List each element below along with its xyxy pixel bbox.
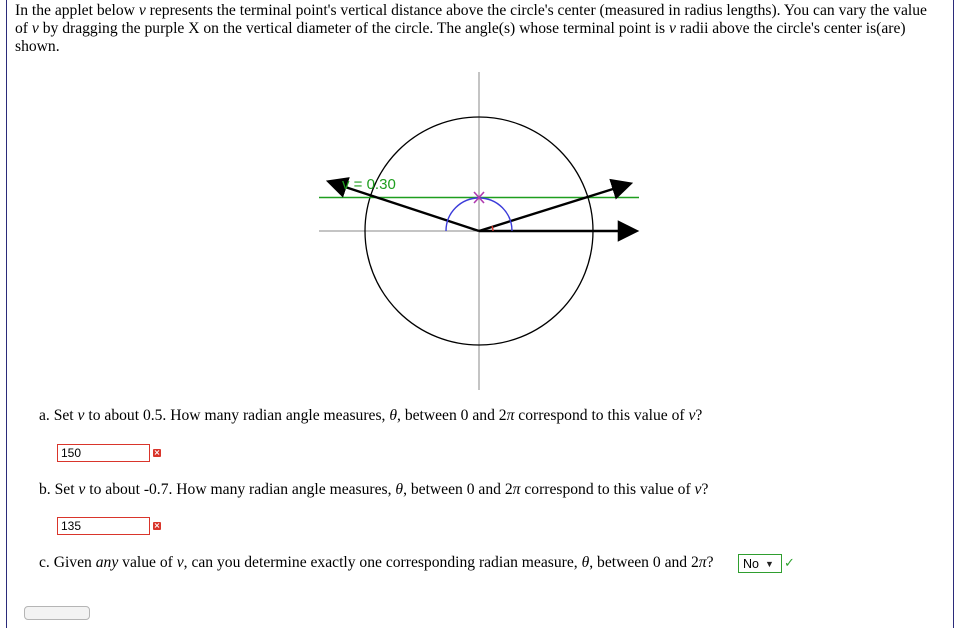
answer-b-input[interactable] [57, 517, 150, 535]
q-text: correspond to this value of [514, 407, 689, 424]
var-v: v [31, 20, 39, 37]
q-text: b. Set [39, 481, 79, 498]
var-v: v [688, 407, 696, 424]
q-text: to about 0.5. How many radian angle measures, [84, 407, 390, 424]
chevron-down-icon: ▼ [764, 559, 774, 569]
q-text: ? [701, 481, 709, 498]
intro-text: radii above the circle's center is(are) shown. [15, 20, 906, 55]
q-text: correspond to this value of [520, 481, 695, 498]
var-v: v [669, 20, 676, 37]
var-v: v [138, 2, 146, 19]
intro-paragraph [15, 2, 940, 56]
q-text: , between 0 and 2 [589, 554, 699, 571]
var-v: v [176, 554, 184, 571]
q-text: to about -0.7. How many radian angle measures, [85, 481, 396, 498]
q-text: value of [118, 554, 177, 571]
intro-text: In the applet below [15, 2, 139, 19]
question-c [39, 554, 714, 572]
pi-symbol: π [506, 407, 515, 424]
q-text: a. Set [39, 407, 78, 424]
pi-symbol: π [512, 481, 521, 498]
var-theta: θ [389, 407, 398, 424]
q-text: , can you determine exactly one corresponding radian measure, [183, 554, 582, 571]
emphasis-any: any [95, 554, 119, 571]
var-v: v [694, 481, 702, 498]
answer-c-select[interactable] [738, 554, 782, 573]
q-text: ? [695, 407, 703, 424]
q-text: , between 0 and 2 [397, 407, 507, 424]
intro-text: by dragging the purple X on the vertical diameter of the circle. The angle(s) whose terminal point is [38, 20, 670, 37]
intro-text: represents the terminal point's vertical distance above the circle's center (measured in radius lengths). You can vary the value of [15, 2, 927, 37]
q-text: ? [706, 554, 714, 571]
pi-symbol: π [698, 554, 707, 571]
check-mark-icon: ✓ [784, 556, 795, 571]
var-v: v [77, 407, 85, 424]
x-mark-icon: × [153, 448, 161, 457]
x-mark-icon: × [153, 521, 161, 530]
select-value: No [743, 557, 759, 571]
var-theta: θ [581, 554, 590, 571]
submit-button[interactable] [24, 606, 90, 620]
q-text: c. Given [39, 554, 96, 571]
var-theta: θ [395, 481, 404, 498]
unit-circle-applet[interactable] [310, 68, 645, 398]
v-value-label: v = 0.30 [342, 176, 396, 193]
question-a [39, 407, 702, 425]
q-text: , between 0 and 2 [403, 481, 513, 498]
var-v: v [78, 481, 86, 498]
question-b [39, 481, 708, 499]
answer-a-input[interactable] [57, 444, 150, 462]
